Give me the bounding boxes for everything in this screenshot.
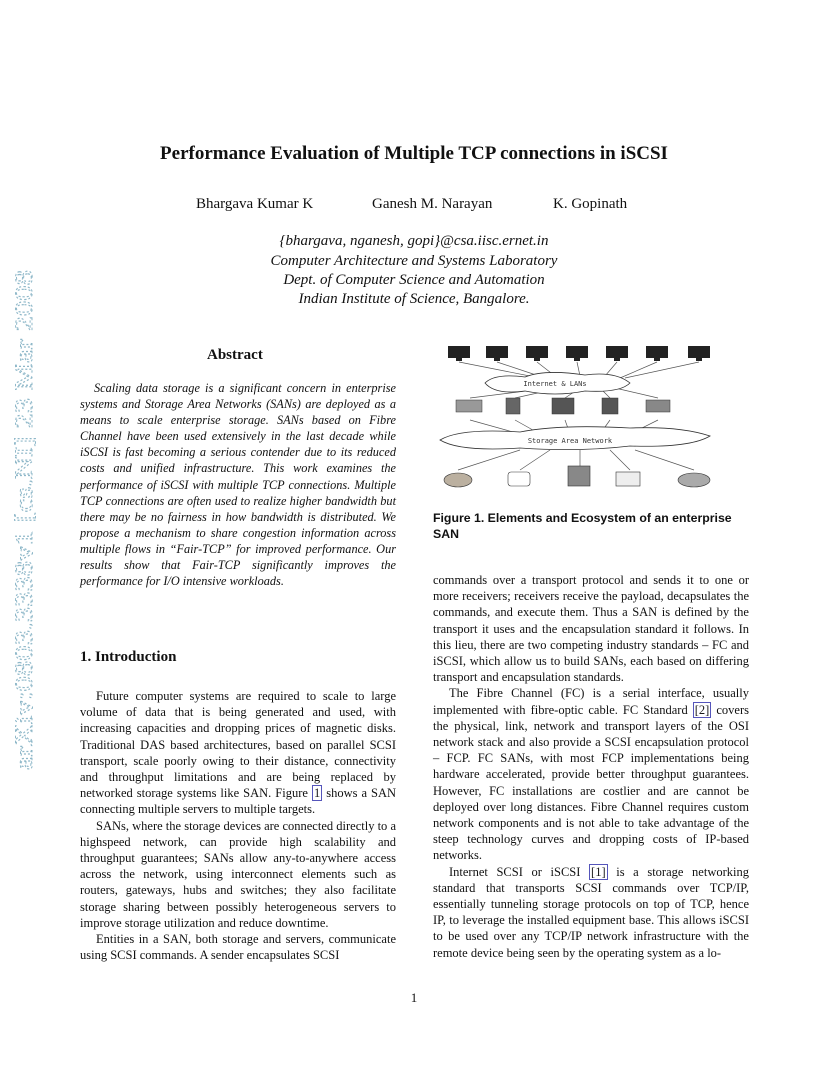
san-diagram-figure: [430, 338, 752, 498]
affiliation-dept: Dept. of Computer Science and Automation: [283, 272, 545, 288]
paper-title: Performance Evaluation of Multiple TCP connections in iSCSI: [160, 143, 668, 164]
page-number: 1: [410, 990, 418, 1005]
abstract-heading: Abstract: [207, 347, 263, 363]
right-paragraph-3: Internet SCSI or iSCSI [1] is a storage networking standard that transports SCSI commands over TCP/IP, essentially tunneling storage protocols on top of TCP, hence IP, to leverage the installed equipment base. This allows iSCSI to be used over any TCP/IP network infrastructure with the remote device being seen by the operating system as a lo-: [433, 864, 749, 960]
intro-paragraph-1: Future computer systems are required to scale to large volume of data that is being generated and used, with increasing capacities and dropping prices of magnetic disks. Traditional DAS based architectures, based on parallel SCSI transport, scale poorly owing to their distance, connectivity and throughput limitations and are being replaced by networked storage systems like SAN. Figure 1 shows a SAN connecting multiple servers to multiple targets.: [80, 689, 397, 817]
abstract-body: [80, 380, 396, 589]
author-2: Ganesh M. Narayan: [372, 196, 493, 212]
author-email: {bhargava, nganesh, gopi}@csa.iisc.ernet.in: [279, 233, 549, 249]
affiliation-institute: Indian Institute of Science, Bangalore.: [298, 291, 530, 307]
citation-link-2[interactable]: [2]: [694, 702, 710, 717]
citation-link-1[interactable]: [1]: [591, 864, 606, 879]
internet-cloud-label: Internet & LANs: [523, 380, 587, 388]
abstract-paragraph: Scaling data storage is a significant concern in enterprise systems and Storage Area Networks (SANs) are deployed as a means to scale enterprise storage. SANs based on Fibre Channel have been used extensively in the last decade while iSCSI is fast becoming a serious contender due to its reduced costs and unified infrastructure. This work examines the performance of iSCSI with multiple TCP connections. Multiple TCP connections are often used to realize higher bandwidth but there may be no fairness in how bandwidth is distributed. We propose a mechanism to share congestion information across multiple flows in “Fair-TCP” for improved performance. Our results show that Fair-TCP significantly improves the performance for I/O intensive workloads.: [80, 381, 396, 589]
figure-reference-link[interactable]: 1: [313, 786, 321, 801]
affiliation-lab: Computer Architecture and Systems Laboratory: [270, 253, 558, 269]
intro-paragraph-2: SANs, where the storage devices are connected directly to a highspeed network, can provide high scalability and throughput guarantees; SANs allow any-to-anywhere access across the network, using interconnect elements such as routers, gateways, hubs and switches; they also facilitate storage sharing between possibly heterogeneous servers to improve storage utilization and reduce downtime.: [80, 818, 396, 930]
right-paragraph-2: The Fibre Channel (FC) is a serial interface, usually implemented with fibre-optic cable. FC Standard [2] covers the physical, link, network and transport layers of the OSI network stack and also provide a SCSI encapsulation protocol – FCP. FC SANs, with most FCP implementations being hardware accelerated, provide better throughput guarantees. However, FC installations are costlier and are cannot be deployed over long distances. Fibre Channel requires custom network components and is not able to take advantage of the steep technology curves and dropping costs of IP-based networks.: [433, 686, 750, 863]
arxiv-id-text: arXiv:0803.3338v1 [cs.NI] 23 Mar 2008: [11, 363, 38, 770]
monitor-icons: [448, 346, 710, 361]
author-3: K. Gopinath: [553, 196, 628, 212]
san-cloud-label: Storage Area Network: [527, 437, 613, 445]
storage-icons: [444, 466, 710, 487]
section-heading-introduction: 1. Introduction: [80, 649, 177, 665]
intro-paragraph-3: Entities in a SAN, both storage and servers, communicate using SCSI commands. A sender encapsulates SCSI: [80, 932, 396, 963]
figure-caption: Figure 1. Elements and Ecosystem of an enterprise SAN: [433, 511, 732, 541]
arxiv-stamp: [6, 265, 40, 770]
right-paragraph-1: commands over a transport protocol and sends it to one or more receivers; receivers receive the payload, decapsulates the commands, and execute them. Thus a SAN is defined by the transport it uses and the encapsulation standard it follows. In this lieu, there are two competing industry standards – FC and iSCSI, which allow us to build SANs, each based on differing transport and encapsulation standards.: [433, 573, 749, 685]
server-icons: [456, 398, 670, 414]
introduction-body: [80, 688, 396, 963]
right-column-body: [433, 572, 749, 961]
author-1: Bhargava Kumar K: [196, 196, 314, 212]
